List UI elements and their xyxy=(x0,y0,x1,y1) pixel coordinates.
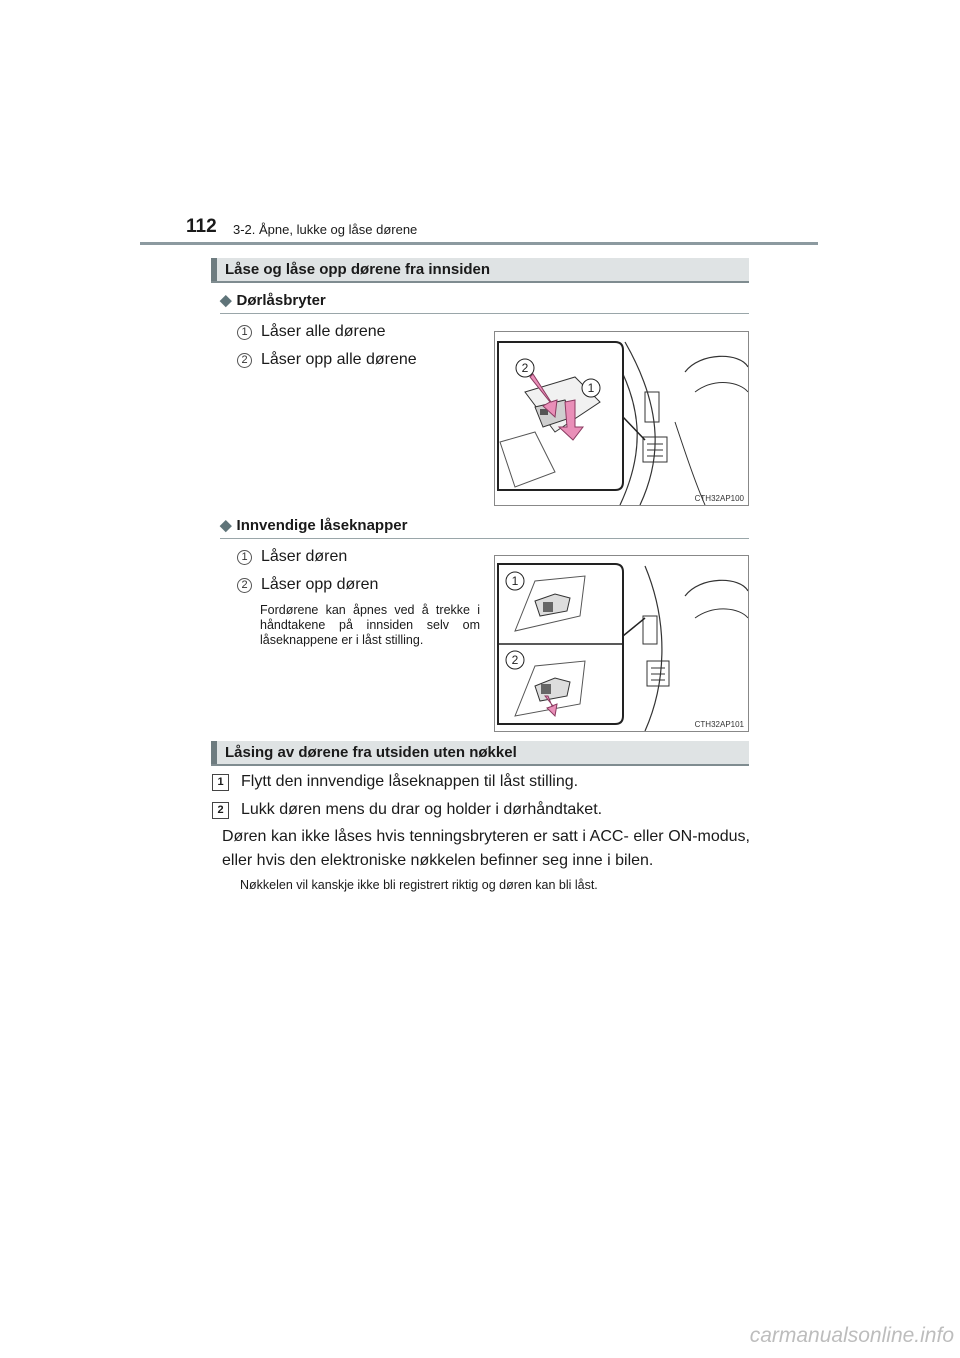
step-item: 2 Lukk døren mens du drar og holder i dørhåndtaket. xyxy=(212,801,602,819)
section-title: Låsing av dørene fra utsiden uten nøkkel xyxy=(225,744,517,761)
body-paragraph: Døren kan ikke låses hvis tenningsbryteren er satt i ACC- eller ON-modus, eller hvis den elektroniske nøkkelen befinner seg inne i bilen. xyxy=(222,828,750,869)
subsection-rule xyxy=(220,538,749,539)
circled-number: 2 xyxy=(237,578,252,593)
circled-number: 2 xyxy=(237,353,252,368)
svg-text:2: 2 xyxy=(511,653,519,667)
page-number: 112 xyxy=(186,216,217,237)
list-item: 2 Låser opp alle dørene xyxy=(237,351,417,369)
list-item: 1 Låser døren xyxy=(237,548,347,566)
section-accent xyxy=(211,258,217,281)
section-heading-inside xyxy=(211,258,749,283)
section-heading-outside xyxy=(211,741,749,766)
svg-text:1: 1 xyxy=(511,574,519,588)
diamond-icon: ◆ xyxy=(220,292,232,309)
inside-lock-button-illustration xyxy=(494,555,749,732)
header-rule xyxy=(140,242,818,245)
subsection-rule xyxy=(220,313,749,314)
door-lock-switch-illustration xyxy=(494,331,749,506)
section-title: Låse og låse opp dørene fra innsiden xyxy=(225,261,491,278)
circled-number: 1 xyxy=(237,550,252,565)
list-item: 2 Låser opp døren xyxy=(237,576,378,594)
watermark: carmanualsonline.info xyxy=(749,1324,954,1347)
svg-text:2: 2 xyxy=(521,361,529,375)
diamond-icon: ◆ xyxy=(220,517,232,534)
step-number: 2 xyxy=(212,802,229,819)
figure-code: CTH32AP100 xyxy=(694,494,744,503)
list-item: 1 Låser alle dørene xyxy=(237,323,386,341)
note-text: Nøkkelen vil kanskje ikke bli registrert riktig og døren kan bli låst. xyxy=(240,878,598,892)
section-accent xyxy=(211,741,217,764)
subsection-heading-inside-lock-buttons: ◆ Innvendige låseknapper xyxy=(220,517,408,534)
step-item: 1 Flytt den innvendige låseknappen til låst stilling. xyxy=(212,773,578,791)
running-title: 3-2. Åpne, lukke og låse dørene xyxy=(233,222,418,237)
svg-text:1: 1 xyxy=(587,381,595,395)
figure-code: CTH32AP101 xyxy=(694,720,744,729)
step-number: 1 xyxy=(212,774,229,791)
note-text: Fordørene kan åpnes ved å trekke i håndtakene på innsiden selv om låseknappene er i låst stilling. xyxy=(260,603,480,647)
circled-number: 1 xyxy=(237,325,252,340)
subsection-heading-door-lock-switch: ◆ Dørlåsbryter xyxy=(220,292,326,309)
